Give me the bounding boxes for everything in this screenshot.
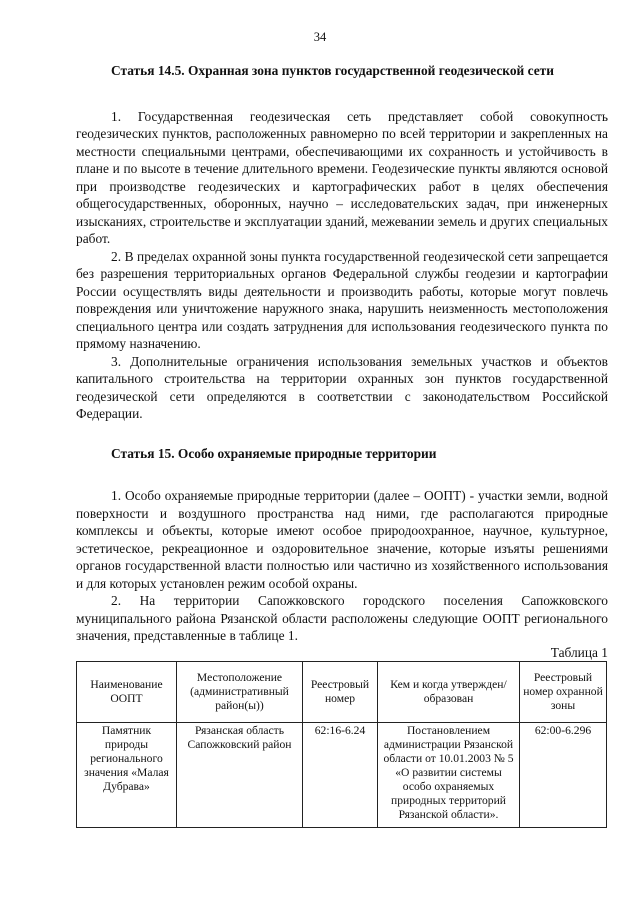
oopt-table xyxy=(76,661,607,828)
article-14-5-paragraph-2: 2. В пределах охранной зоны пункта государственной геодезической сети запрещается без разрешения территориальных органов Федеральной службы геодезии и картографии России осуществлять виды деятельности и производить работы, которые могут повлечь повреждения или уничтожение наружного знака, нарушить неизменность местоположения специального центра или создать затруднения для использования геодезического пункта по прямому назначению. xyxy=(76,248,608,351)
article-15-paragraph-1: 1. Особо охраняемые природные территории (далее – ООПТ) - участки земли, водной поверхности и воздушного пространства над ними, где располагаются природные комплексы и объекты, которые имеют особое природоохранное, научное, культурное, эстетическое, рекреационное и оздоровительное значение, которые изъяты решениями органов государственной власти полностью или частично из хозяйственного использования и для которых установлен режим особой охраны. xyxy=(76,488,608,591)
cell-approved: Постановлением администрации Рязанской области от 10.01.2003 № 5 «О развитии системы особо охраняемых природных территорий Рязанской области». xyxy=(378,722,520,827)
table-header-row xyxy=(77,661,607,722)
cell-location: Рязанская область Сапожковский район xyxy=(177,722,303,827)
article-15-paragraph-2: 2. На территории Сапожковского городского поселения Сапожковского муниципального района Рязанской области расположены следующие ООПТ регионального значения, представленные в таблице 1. xyxy=(76,593,608,643)
header-location: Местоположение (административный район(ы)) xyxy=(177,661,303,722)
cell-zone-number: 62:00-6.296 xyxy=(520,722,607,827)
cell-reg-number: 62:16-6.24 xyxy=(303,722,378,827)
article-14-5-paragraph-3: 3. Дополнительные ограничения использования земельных участков и объектов капитального строительства на территории охранных зон пунктов государственной геодезической сети определяются в соответствии с законодательством Российской Федерации. xyxy=(76,353,608,421)
article-14-5-title: Статья 14.5. Охранная зона пунктов государственной геодезической сети xyxy=(111,63,554,78)
cell-name: Памятник природы регионального значения «Малая Дубрава» xyxy=(77,722,177,827)
header-zone-number: Реестровый номер охранной зоны xyxy=(520,661,607,722)
page-number: 34 xyxy=(313,30,327,44)
page-content xyxy=(76,62,608,828)
header-approved: Кем и когда утвержден/ образован xyxy=(378,661,520,722)
header-name: Наименование ООПТ xyxy=(77,661,177,722)
article-14-5-paragraph-1: 1. Государственная геодезическая сеть представляет собой совокупность геодезических пунктов, расположенных равномерно по всей территории и закрепленных на местности специальными центрами, обеспечивающими их сохранность и устойчивость в плане и по высоте в течение длительного времени. Геодезические пункты являются основой при производстве геодезических и картографических работ в целях обеспечения общегосударственных, оборонных, научно – исследовательских задач, при инженерных изысканиях, строительстве и эксплуатации зданий, межевании земель и других специальных работ. xyxy=(76,108,608,246)
table-row xyxy=(77,722,607,827)
header-reg-number: Реестровый номер xyxy=(303,661,378,722)
table-caption: Таблица 1 xyxy=(550,644,608,660)
article-15-title: Статья 15. Особо охраняемые природные территории xyxy=(111,445,437,461)
